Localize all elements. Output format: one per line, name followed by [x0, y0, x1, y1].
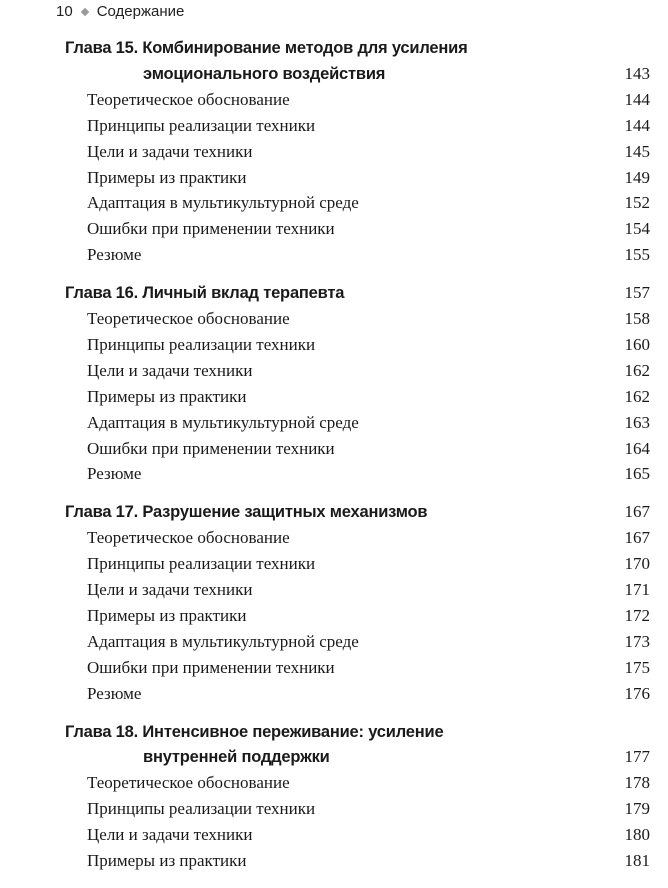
- toc-entry-page-number: 167: [624, 528, 650, 548]
- toc-entry-page-number: 149: [624, 167, 650, 187]
- chapter-title: Глава 18. Интенсивное переживание: усиление: [65, 722, 444, 741]
- toc-entry: Примеры из практики: [87, 605, 247, 625]
- toc-entry: Принципы реализации техники: [87, 334, 316, 354]
- section-title: Содержание: [96, 3, 185, 20]
- toc-entry-page-number: 178: [624, 773, 650, 793]
- toc-entry-page-number: 164: [624, 438, 650, 458]
- toc-entry: Теоретическое обоснование: [87, 89, 290, 109]
- toc-entry: Принципы реализации техники: [87, 554, 316, 574]
- toc-entry: Теоретическое обоснование: [87, 309, 290, 328]
- toc-entry: Ошибки при применении техники: [87, 219, 335, 239]
- toc-entry-page-number: 160: [624, 334, 650, 354]
- toc-entry: Принципы реализации техники: [87, 115, 316, 135]
- toc-entry: Резюме: [87, 464, 142, 484]
- chapter-page-number: 157: [624, 283, 650, 303]
- toc-entry-page-number: 154: [624, 219, 650, 239]
- chapter-title: эмоционального воздействия: [143, 64, 386, 83]
- toc-entry-page-number: 170: [624, 554, 650, 574]
- toc-entry-page-number: 152: [624, 193, 650, 213]
- toc-entry-page-number: 171: [624, 580, 650, 599]
- toc-entry: Цели и задачи техники: [87, 580, 253, 599]
- toc-entry-page-number: 158: [624, 309, 650, 328]
- toc-entry: Ошибки при применении техники: [87, 438, 335, 458]
- toc-entry: Адаптация в мультикультурной среде: [87, 412, 359, 432]
- chapter-title: Глава 16. Личный вклад терапевта: [65, 284, 345, 303]
- toc-entry-page-number: 165: [624, 464, 650, 484]
- toc-entry: Примеры из практики: [87, 167, 247, 187]
- toc-entry: Резюме: [87, 245, 142, 265]
- toc-entry-page-number: 162: [624, 386, 650, 406]
- chapter-title: внутренней поддержки: [143, 748, 330, 767]
- toc-entry-page-number: 163: [624, 412, 650, 432]
- toc-entry-page-number: 173: [624, 631, 650, 651]
- chapter-page-number: 177: [624, 747, 650, 767]
- toc-entry: Теоретическое обоснование: [87, 528, 290, 548]
- toc-entry-page-number: 162: [624, 360, 650, 380]
- toc-entry: Примеры из практики: [87, 851, 247, 870]
- toc-entry: Цели и задачи техники: [87, 141, 253, 161]
- toc-entry: Цели и задачи техники: [87, 360, 253, 380]
- toc-entry-page-number: 172: [624, 605, 650, 625]
- toc-entry: Адаптация в мультикультурной среде: [87, 193, 359, 213]
- chapter-page-number: 143: [624, 63, 650, 83]
- chapter-page-number: 167: [624, 502, 650, 522]
- toc-entry-page-number: 155: [624, 245, 650, 265]
- toc-entry-page-number: 144: [624, 115, 650, 135]
- toc-entry: Адаптация в мультикультурной среде: [87, 631, 359, 651]
- toc-entry-page-number: 180: [624, 825, 650, 845]
- toc-entry: Резюме: [87, 683, 142, 703]
- toc-entry-page-number: 176: [624, 683, 650, 703]
- toc-entry: Принципы реализации техники: [87, 799, 316, 819]
- toc-entry-page-number: 145: [624, 141, 650, 161]
- chapter-title: Глава 17. Разрушение защитных механизмов: [65, 503, 428, 522]
- toc-entry-page-number: 181: [624, 851, 650, 870]
- page-number: 10: [56, 3, 73, 20]
- toc-entry-page-number: 175: [624, 657, 650, 677]
- toc-entry-page-number: 144: [624, 89, 650, 109]
- toc-entry: Цели и задачи техники: [87, 825, 253, 845]
- toc-entry-page-number: 179: [624, 799, 650, 819]
- toc-entry: Ошибки при применении техники: [87, 657, 335, 677]
- chapter-title: Глава 15. Комбинирование методов для усиления: [65, 39, 468, 57]
- toc-entry: Примеры из практики: [87, 386, 247, 406]
- toc-entry: Теоретическое обоснование: [87, 773, 290, 793]
